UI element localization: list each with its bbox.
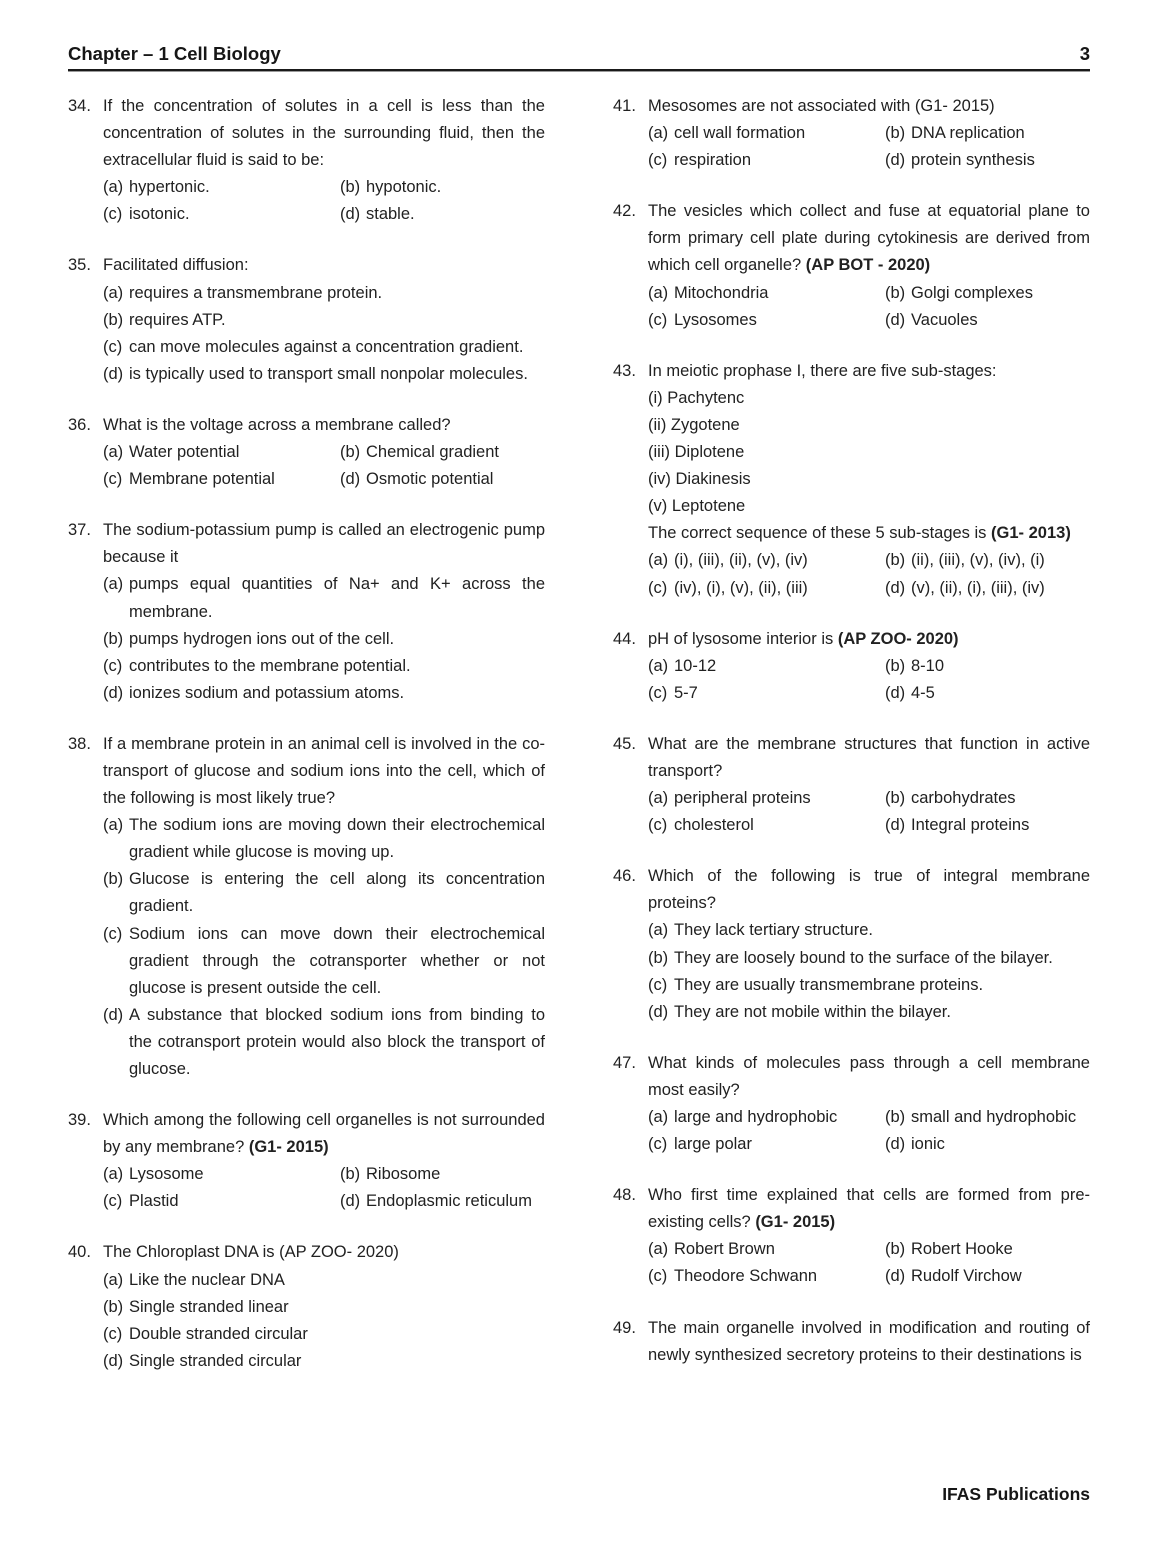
question-41 — [613, 93, 1090, 174]
page-number: 3 — [1079, 43, 1090, 64]
page-footer — [942, 1484, 1090, 1505]
question-number: 48. — [613, 1186, 636, 1205]
option-b: (b) requires ATP. — [103, 310, 226, 329]
options — [103, 1267, 545, 1375]
question-stem: Mesosomes are not associated with (G1- 2015) — [648, 97, 995, 115]
question-45 — [613, 731, 1090, 839]
question-number: 38. — [68, 734, 91, 753]
option-c: (c) Lysosomes — [648, 310, 757, 329]
question-number: 41. — [613, 97, 636, 115]
option-d: (d) Osmotic potential — [340, 470, 494, 489]
question-35 — [68, 252, 545, 387]
question-stem: The Chloroplast DNA is (AP ZOO- 2020) — [103, 1243, 399, 1262]
option-d: (d) Integral proteins — [885, 816, 1030, 835]
exam-tag: (AP ZOO- 2020) — [837, 629, 959, 648]
option-a: (a) 10-12 — [648, 656, 717, 675]
question-stem: What kinds of molecules pass through a cell membrane most easily? — [648, 1053, 1090, 1099]
option-d: (d) ionizes sodium and potassium atoms. — [103, 683, 405, 702]
option-c: (c) cholesterol — [648, 816, 754, 835]
option-a: (a) Like the nuclear DNA — [103, 1270, 285, 1289]
exam-tag: (AP BOT - 2020) — [805, 256, 931, 275]
question-stem: Which of the following is true of integral membrane proteins? — [648, 867, 1090, 913]
option-b: (b) Ribosome — [340, 1165, 441, 1184]
question-44 — [613, 626, 1090, 707]
option-d: (d) ionic — [885, 1135, 945, 1154]
option-d: (d) A substance that blocked sodium ions from binding to the cotransport protein would also block the transport of glucose. — [103, 1005, 545, 1078]
option-a: (a) pumps equal quantities of Na+ and K+ across the membrane. — [103, 575, 545, 621]
question-39 — [68, 1107, 545, 1215]
question-stem: What are the membrane structures that function in active transport? — [648, 734, 1090, 780]
option-a: (a) Robert Brown — [648, 1240, 775, 1259]
question-number: 34. — [68, 97, 91, 115]
sequence-line: The correct sequence of these 5 sub-stages is (G1- 2013) — [648, 524, 1071, 543]
question-stem: The sodium-potassium pump is called an electrogenic pump because it — [103, 521, 545, 567]
document-page — [0, 42, 1159, 1399]
option-d: (d) (v), (ii), (i), (iii), (iv) — [885, 578, 1045, 597]
options — [103, 1161, 545, 1215]
question-47 — [613, 1050, 1090, 1158]
options — [103, 280, 545, 388]
exam-tag: (G1- 2015) — [248, 1138, 329, 1157]
publisher-name: IFAS Publications — [942, 1484, 1090, 1504]
option-b: (b) pumps hydrogen ions out of the cell. — [103, 629, 395, 648]
question-number: 42. — [613, 202, 636, 221]
question-number: 39. — [68, 1111, 91, 1130]
option-b: (b) DNA replication — [885, 124, 1025, 143]
options — [648, 785, 1090, 839]
exam-tag: (G1- 2013) — [991, 524, 1071, 543]
option-c: (c) can move molecules against a concentration gradient. — [103, 337, 524, 356]
option-c: (c) large polar — [648, 1135, 752, 1154]
substage-item: (i) Pachytenc — [648, 388, 745, 407]
question-number: 40. — [68, 1243, 91, 1262]
option-a: (a) peripheral proteins — [648, 789, 811, 808]
substage-item: (iii) Diplotene — [648, 443, 745, 462]
options — [648, 280, 1090, 334]
question-42 — [613, 198, 1090, 333]
options — [648, 547, 1090, 601]
left-column — [68, 93, 545, 1399]
options — [648, 1236, 1090, 1290]
option-d: (d) Single stranded circular — [103, 1351, 302, 1370]
option-d: (d) Endoplasmic reticulum — [340, 1192, 532, 1211]
options — [648, 120, 1090, 174]
option-b: (b) 8-10 — [885, 656, 945, 675]
option-c: (c) Plastid — [103, 1192, 179, 1211]
question-43 — [613, 358, 1090, 602]
question-number: 44. — [613, 629, 636, 648]
option-d: (d) protein synthesis — [885, 151, 1035, 170]
option-b: (b) Robert Hooke — [885, 1240, 1013, 1259]
option-b: (b) Single stranded linear — [103, 1297, 289, 1316]
option-b: (b) They are loosely bound to the surface of the bilayer. — [648, 948, 1053, 967]
option-c: (c) Membrane potential — [103, 470, 275, 489]
option-a: (a) The sodium ions are moving down their electrochemical gradient while glucose is moving up. — [103, 816, 545, 862]
option-d: (d) They are not mobile within the bilayer. — [648, 1002, 951, 1021]
option-b: (b) small and hydrophobic — [885, 1108, 1077, 1126]
question-48 — [613, 1182, 1090, 1290]
option-c: (c) respiration — [648, 151, 752, 170]
option-b: (b) (ii), (iii), (v), (iv), (i) — [885, 551, 1045, 570]
question-37 — [68, 517, 545, 707]
question-34 — [68, 93, 545, 228]
question-number: 49. — [613, 1318, 636, 1337]
option-b: (b) hypotonic. — [340, 178, 442, 197]
question-number: 36. — [68, 415, 91, 434]
question-columns — [68, 93, 1090, 1399]
question-stem: Which among the following cell organelles is not surrounded by any membrane? (G1- 2015) — [103, 1111, 545, 1157]
options — [103, 571, 545, 706]
option-b: (b) Chemical gradient — [340, 443, 499, 462]
options — [103, 439, 545, 493]
question-46 — [613, 863, 1090, 1026]
question-40 — [68, 1239, 545, 1374]
substage-item: (iv) Diakinesis — [648, 470, 751, 489]
option-c: (c) They are usually transmembrane proteins. — [648, 975, 984, 994]
option-a: (a) requires a transmembrane protein. — [103, 283, 383, 302]
question-36 — [68, 412, 545, 493]
header-rule — [68, 69, 1090, 72]
option-a: (a) large and hydrophobic — [648, 1108, 838, 1126]
option-a: (a) Water potential — [103, 443, 240, 462]
option-d: (d) Vacuoles — [885, 310, 978, 329]
question-number: 35. — [68, 256, 91, 275]
question-stem: pH of lysosome interior is (AP ZOO- 2020) — [648, 629, 959, 648]
options — [648, 653, 1090, 707]
options — [103, 812, 545, 1083]
question-stem: The main organelle involved in modification and routing of newly synthesized secretory proteins to their destinations is — [648, 1318, 1090, 1364]
option-c: (c) Theodore Schwann — [648, 1267, 818, 1286]
option-a: (a) cell wall formation — [648, 124, 806, 143]
question-stem: Facilitated diffusion: — [103, 256, 249, 275]
substage-item: (v) Leptotene — [648, 497, 746, 516]
question-number: 45. — [613, 734, 636, 753]
question-stem: If the concentration of solutes in a cell is less than the concentration of solutes in the surrounding fluid, then the extracellular fluid is said to be: — [103, 97, 545, 170]
question-number: 43. — [613, 361, 636, 380]
question-stem: The vesicles which collect and fuse at equatorial plane to form primary cell plate during cytokinesis are derived from which cell organelle? (AP BOT - 2020) — [648, 202, 1090, 275]
chapter-title: Chapter – 1 Cell Biology — [68, 43, 281, 64]
option-c: (c) Sodium ions can move down their electrochemical gradient through the cotransporter whether or not glucose is present outside the cell. — [103, 924, 545, 997]
option-a: (a) They lack tertiary structure. — [648, 921, 873, 940]
option-a: (a) Mitochondria — [648, 283, 769, 302]
question-stem: If a membrane protein in an animal cell is involved in the co-transport of glucose and sodium ions into the cell, which of the following is most likely true? — [103, 734, 545, 808]
option-a: (a) hypertonic. — [103, 178, 210, 197]
exam-tag: (G1- 2015) — [755, 1213, 836, 1232]
option-c: (c) isotonic. — [103, 205, 190, 224]
option-b: (b) Golgi complexes — [885, 283, 1033, 302]
question-stem: In meiotic prophase I, there are five sub-stages: — [648, 361, 997, 380]
option-b: (b) carbohydrates — [885, 789, 1016, 808]
substage-list — [648, 385, 1090, 520]
options — [648, 1104, 1090, 1158]
option-c: (c) 5-7 — [648, 683, 698, 702]
question-number: 47. — [613, 1053, 636, 1072]
option-d: (d) is typically used to transport small nonpolar molecules. — [103, 364, 528, 383]
option-d: (d) Rudolf Virchow — [885, 1267, 1022, 1286]
question-49 — [613, 1315, 1090, 1369]
option-c: (c) Double stranded circular — [103, 1324, 308, 1343]
question-stem: Who first time explained that cells are formed from pre-existing cells? (G1- 2015) — [648, 1186, 1090, 1232]
option-d: (d) 4-5 — [885, 683, 935, 702]
options — [103, 174, 545, 228]
right-column — [613, 93, 1090, 1399]
question-38 — [68, 731, 545, 1083]
option-c: (c) (iv), (i), (v), (ii), (iii) — [648, 578, 808, 597]
option-b: (b) Glucose is entering the cell along its concentration gradient. — [103, 870, 545, 916]
option-d: (d) stable. — [340, 205, 415, 224]
substage-item: (ii) Zygotene — [648, 415, 740, 434]
question-stem: What is the voltage across a membrane called? — [103, 415, 451, 434]
question-number: 46. — [613, 867, 636, 886]
option-a: (a) Lysosome — [103, 1165, 204, 1184]
option-c: (c) contributes to the membrane potential. — [103, 656, 411, 675]
options — [648, 917, 1090, 1025]
page-header — [68, 42, 1090, 66]
option-a: (a) (i), (iii), (ii), (v), (iv) — [648, 551, 808, 570]
question-number: 37. — [68, 521, 91, 540]
